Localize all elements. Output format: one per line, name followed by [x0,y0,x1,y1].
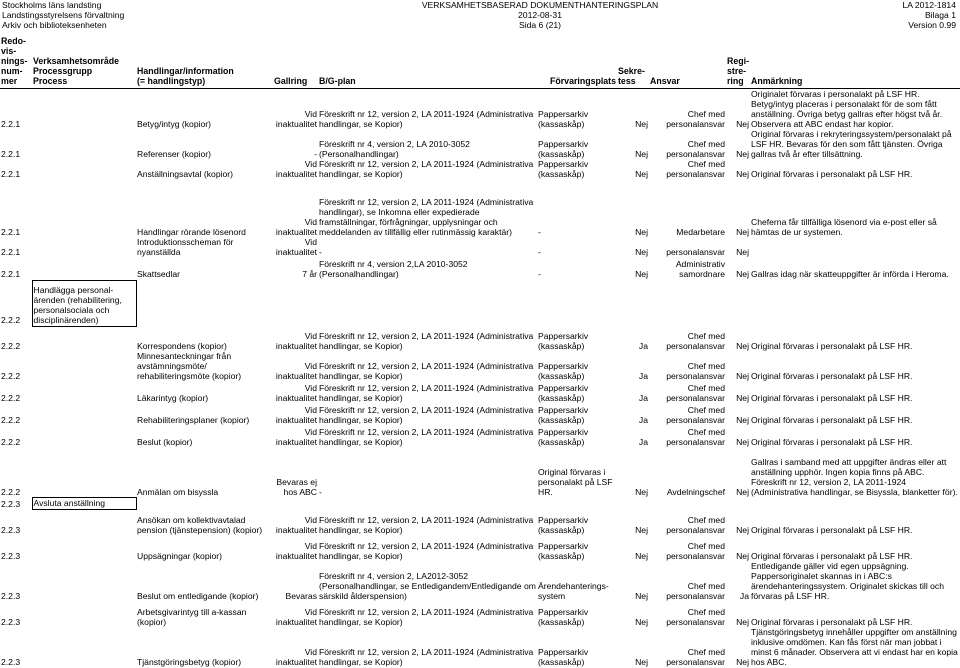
cell-sekretess: Nej [635,590,648,601]
cell-process [32,326,136,352]
cell-forvaring: - [538,269,541,280]
cell-gallring: - [314,149,317,160]
cell-ansvar: Chef med personalansvar [666,360,725,381]
cell-redo-number: 2.2.3 [1,656,21,667]
cell-ansvar: Chef med personalansvar [666,580,725,601]
cell-anmarkning: Gallras i samband med att uppgifter ändras eller att anställning upphör. Ingen kopia finns på ABC. Föreskrift nr 12, version 2, LA 2011-1924 (Administrativa handlingar, se Bisyssla, blanketter för). [751,457,958,497]
cell-anmarkning: Original förvaras i personalakt på LSF HR. [751,550,913,561]
table-row [0,382,960,404]
cell-forvaring: Ärendehanterings- system [538,580,609,601]
cell-gallring: Vid inaktualitet [275,606,317,627]
cell-redo-number: 2.2.1 [1,169,21,180]
cell-forvaring: - [538,247,541,258]
table-row [0,602,960,628]
plan-table [0,30,960,668]
cell-handling: Anställningsavtal (kopior) [137,169,234,180]
cell-registrering: Nej [736,370,749,381]
cell-handling: Uppsägningar (kopior) [137,550,223,561]
cell-registrering: Nej [736,269,749,280]
cell-anmarkning: Original förvaras i personalakt på LSF HR. [751,616,913,627]
cell-bg-plan: Föreskrift nr 12, version 2, LA 2011-1924 (Administrativa handlingar, se Kopior) [319,109,534,130]
cell-sekretess: Nej [635,149,648,160]
cell-gallring: Vid inaktualitet [275,237,317,258]
table-row [0,404,960,426]
cell-process [32,562,136,602]
cell-bg-plan: Föreskrift nr 12, version 2, LA 2011-1924 (Administrativa handlingar, se Kopior) [319,404,534,425]
cell-sekretess: Ja [638,392,648,403]
cell-process [32,602,136,628]
cell-redo-number: 2.2.3 [1,498,21,509]
cell-redo-number: 2.2.2 [1,486,21,497]
table-row [0,448,960,498]
cell-ansvar: Chef med personalansvar [666,514,725,535]
cell-bg-plan: Föreskrift nr 12, version 2, LA 2011-1924 (Administrativa handlingar, se Kopior) [319,331,534,352]
cell-sekretess: Nej [635,616,648,627]
table-row [0,510,960,536]
cell-forvaring: Original förvaras i personalakt på LSF HR. [538,467,613,497]
cell-redo-number: 2.2.1 [1,269,21,280]
cell-process [32,88,136,130]
cell-anmarkning: Original förvaras i personalakt på LSF HR. [751,370,913,381]
col-header-gallring: Gallring [273,30,318,88]
table-row [0,180,960,238]
cell-registrering: Nej [736,616,749,627]
cell-empty [136,280,960,326]
cell-gallring: Vid inaktualitet [275,404,317,425]
col-header-registrering: Regi- stre- ring [726,30,750,88]
cell-sekretess: Nej [635,169,648,180]
cell-ansvar: personalansvar [666,247,725,258]
col-header-forvaring: Förvaringsplats [537,30,617,88]
cell-bg-plan: - [319,247,322,258]
cell-handling: Ansökan om kollektivavtalad pension (tjänstepension) (kopior) [137,514,263,535]
col-header-process: Verksamhetsområde Processgrupp Process [32,30,136,88]
cell-anmarkning: Original förvaras i personalakt på LSF HR. [751,414,913,425]
cell-process [32,404,136,426]
cell-process-name: Avsluta anställning [32,498,136,510]
cell-ansvar: Administrativ samordnare [675,259,725,280]
col-header-anmarkning: Anmärkning [750,30,960,88]
cell-handling: Minnesanteckningar från avstämningsmöte/ rehabiliteringsmöte (kopior) [137,351,242,381]
cell-ansvar: Chef med personalansvar [666,646,725,667]
cell-ansvar: Chef med personalansvar [666,159,725,180]
cell-sekretess: Ja [638,414,648,425]
page-header [0,0,960,30]
cell-registrering: Nej [736,341,749,352]
cell-ansvar: Medarbetare [676,227,725,238]
cell-registrering: Ja [739,590,749,601]
cell-redo-number: 2.2.3 [1,590,21,601]
plan-table-body [0,88,960,668]
cell-forvaring: Pappersarkiv (kassaskåp) [538,426,589,447]
cell-process [32,258,136,280]
cell-registrering: Nej [736,656,749,667]
cell-empty [136,498,960,510]
cell-handling: Beslut (kopior) [137,436,193,447]
cell-handling: Skattsedlar [137,269,180,280]
cell-sekretess: Ja [638,436,648,447]
page-number: Sida 6 (21) [518,20,562,31]
process-subheading-row [0,280,960,326]
cell-forvaring: Pappersarkiv (kassaskåp) [538,159,589,180]
cell-process [32,426,136,448]
cell-redo-number: 2.2.1 [1,247,21,258]
cell-redo-number: 2.2.2 [1,392,21,403]
cell-sekretess: Nej [635,486,648,497]
cell-sekretess: Nej [635,269,648,280]
table-row [0,426,960,448]
cell-bg-plan: Föreskrift nr 12, version 2, LA 2011-1924 (Administrativa handlingar, se Kopior) [319,360,534,381]
cell-ansvar: Chef med personalansvar [666,382,725,403]
cell-sekretess: Nej [635,524,648,535]
cell-redo-number: 2.2.2 [1,414,21,425]
header-right [902,0,956,30]
table-row [0,88,960,130]
cell-bg-plan: Föreskrift nr 12, version 2, LA 2011-1924 (Administrativa handlingar, se Kopior) [319,514,534,535]
process-subheading-row [0,498,960,510]
cell-redo-number: 2.2.2 [1,370,21,381]
cell-bg-plan: Föreskrift nr 12, version 2, LA 2011-1924 (Administrativa handlingar, se Kopior) [319,540,534,561]
cell-ansvar: Chef med personalansvar [666,139,725,160]
cell-anmarkning: Entledigande gäller vid egen uppsägning. Pappersoriginalet skannas in i ABC:s ärendehanteringssystem. Originalet skickas till och förvaras på LSF HR. [751,560,944,601]
cell-redo-number: 2.2.2 [1,315,21,326]
cell-registrering: Nej [736,524,749,535]
cell-forvaring: Pappersarkiv (kassaskåp) [538,404,589,425]
cell-handling: Läkarintyg (kopior) [137,392,209,403]
cell-sekretess: Nej [635,247,648,258]
cell-redo-number: 2.2.1 [1,119,21,130]
cell-forvaring: Pappersarkiv (kassaskåp) [538,514,589,535]
cell-forvaring: - [538,227,541,238]
table-row [0,352,960,382]
cell-gallring: Vid inaktualitet [275,109,317,130]
table-row [0,536,960,562]
cell-bg-plan: Föreskrift nr 4, version 2,LA 2010-3052 (Personalhandlingar) [319,259,468,280]
cell-gallring: Vid inaktualitet [275,646,317,667]
col-header-ansvar: Ansvar [649,30,726,88]
table-row [0,160,960,180]
cell-handling: Arbetsgivarintyg till a-kassan (kopior) [137,606,247,627]
cell-forvaring: Pappersarkiv (kassaskåp) [538,360,589,381]
cell-registrering: Nej [736,414,749,425]
cell-ansvar: Chef med personalansvar [666,109,725,130]
cell-sekretess: Nej [635,656,648,667]
cell-anmarkning: Tjänstgöringsbetyg innehåller uppgifter om anställning inklusive omdömen. Kan fås först när man jobbat i minst 6 månader. Observera att vi endast har en kopia hos ABC. [751,626,958,667]
cell-registrering: Nej [736,436,749,447]
cell-process [32,536,136,562]
cell-redo-number: 2.2.3 [1,524,21,535]
header-left [2,0,124,30]
cell-handling: Referenser (kopior) [137,149,212,160]
cell-sekretess: Nej [635,550,648,561]
table-row [0,562,960,602]
cell-redo-number: 2.2.2 [1,341,21,352]
cell-process [32,160,136,180]
col-header-redo: Redo- vis- nings- num- mer [0,30,32,88]
cell-bg-plan: Föreskrift nr 4, version 2, LA 2010-3052 (Personalhandlingar) [319,139,470,160]
cell-process [32,628,136,668]
cell-bg-plan: Föreskrift nr 12, version 2, LA 2011-1924 (Administrativa handlingar, se Kopior) [319,646,534,667]
cell-handling: Introduktionsscheman för nyanställda [137,237,234,258]
cell-bg-plan: Föreskrift nr 12, version 2, LA 2011-1924 (Administrativa handlingar, se Kopior) [319,606,534,627]
cell-anmarkning: Original förvaras i personalakt på LSF HR. [751,392,913,403]
cell-process [32,352,136,382]
cell-gallring: Vid inaktualitet [275,540,317,561]
table-row [0,326,960,352]
cell-redo-number: 2.2.2 [1,436,21,447]
cell-registrering: Nej [736,486,749,497]
cell-anmarkning: Original förvaras i rekryteringssystem/personalakt på LSF HR. Bevaras för den som fått tjänsten. Övriga gallras två år efter tillsättning. [751,129,952,160]
header-org-2: Landstingsstyrelsens förvaltning [2,10,125,21]
table-header-row [0,30,960,88]
cell-anmarkning: Original förvaras i personalakt på LSF HR. [751,524,913,535]
cell-anmarkning: Original förvaras i personalakt på LSF HR. [751,436,913,447]
cell-anmarkning: Gallras idag när skatteuppgifter är införda i Heroma. [751,269,949,280]
header-org-3: Arkiv och biblioteksenheten [2,20,107,31]
cell-anmarkning: Original förvaras i personalakt på LSF HR. [751,341,913,352]
cell-process [32,448,136,498]
cell-registrering: Nej [736,119,749,130]
cell-sekretess: Ja [638,341,648,352]
cell-process-name: Handlägga personal- ärenden (rehabilitering, personalsociala och disciplinärenden) [32,280,136,326]
cell-ansvar: Chef med personalansvar [666,426,725,447]
cell-gallring: Vid inaktualitet [275,514,317,535]
cell-gallring: Vid inaktualitet [275,217,317,238]
table-row [0,130,960,160]
cell-gallring: Vid inaktualitet [275,331,317,352]
cell-bg-plan: Föreskrift nr 4, version 2, LA2012-3052 (Personalhandlingar, se Entledigandem/Entledigande om särskild ålderspension) [319,570,536,601]
cell-process [32,510,136,536]
cell-handling: Betyg/intyg (kopior) [137,119,212,130]
col-header-bg-plan: B/G-plan [318,30,537,88]
cell-process [32,180,136,238]
cell-forvaring: Pappersarkiv (kassaskåp) [538,646,589,667]
cell-handling: Handlingar rörande lösenord [137,227,246,238]
cell-redo-number: 2.2.1 [1,149,21,160]
cell-registrering: Nej [736,149,749,160]
cell-bg-plan: Föreskrift nr 12, version 2, LA 2011-1924 (Administrativa handlingar, se Kopior) [319,159,534,180]
cell-bg-plan: Föreskrift nr 12, version 2, LA 2011-1924 (Administrativa handlingar, se Kopior) [319,426,534,447]
table-row [0,628,960,668]
cell-bg-plan: - [319,486,322,497]
header-org-1: Stockholms läns landsting [2,0,102,10]
attachment-label: Bilaga 1 [924,10,956,21]
cell-registrering: Nej [736,550,749,561]
col-header-handling: Handlingar/information (= handlingstyp) [136,30,273,88]
col-header-sekretess: Sekre- tess [617,30,649,88]
cell-handling: Rehabiliteringsplaner (kopior) [137,414,250,425]
cell-bg-plan: Föreskrift nr 12, version 2, LA 2011-1924 (Administrativa handlingar, se Kopior) [319,382,534,403]
table-row [0,238,960,258]
table-row [0,258,960,280]
cell-forvaring: Pappersarkiv (kassaskåp) [538,540,589,561]
cell-gallring: Vid inaktualitet [275,159,317,180]
cell-forvaring: Pappersarkiv (kassaskåp) [538,109,589,130]
cell-gallring: Bevaras [285,590,317,601]
cell-anmarkning: Originalet förvaras i personalakt på LSF HR. Betyg/intyg placeras i personalakt för de som fått anställning. Övriga betyg gallras efter högst två år. Observera att ABC endast har kopior. [751,89,943,130]
version-label: Version 0.99 [908,20,956,31]
cell-forvaring: Pappersarkiv (kassaskåp) [538,331,589,352]
document-title: VERKSAMHETSBASERAD DOKUMENTHANTERINGSPLAN [421,0,659,10]
cell-redo-number: 2.2.3 [1,550,21,561]
cell-process [32,382,136,404]
cell-ansvar: Chef med personalansvar [666,331,725,352]
cell-ansvar: Chef med personalansvar [666,404,725,425]
cell-redo-number: 2.2.3 [1,616,21,627]
cell-registrering: Nej [736,392,749,403]
cell-gallring: Vid inaktualitet [275,360,317,381]
cell-handling: Beslut om entledigande (kopior) [137,590,259,601]
cell-anmarkning [750,238,960,258]
cell-registrering: Nej [736,247,749,258]
header-center [420,0,660,30]
cell-gallring: Vid inaktualitet [275,426,317,447]
cell-ansvar: Chef med personalansvar [666,606,725,627]
cell-process [32,130,136,160]
cell-sekretess: Nej [635,227,648,238]
document-date: 2012-08-31 [518,10,562,21]
cell-handling: Anmälan om bisyssla [137,486,219,497]
cell-gallring: 7 år [302,269,317,280]
cell-redo-number: 2.2.1 [1,227,21,238]
cell-gallring: Vid inaktualitet [275,382,317,403]
cell-forvaring: Pappersarkiv (kassaskåp) [538,382,589,403]
cell-process [32,238,136,258]
cell-registrering: Nej [736,227,749,238]
cell-anmarkning: Cheferna får tillfälliga lösenord via e-post eller så hämtas de ur systemen. [751,217,937,238]
cell-sekretess: Ja [638,370,648,381]
cell-sekretess: Nej [635,119,648,130]
cell-handling: Tjänstgöringsbetyg (kopior) [137,656,242,667]
cell-ansvar: Avdelningschef [666,486,725,497]
cell-forvaring: Pappersarkiv (kassaskåp) [538,606,589,627]
cell-ansvar: Chef med personalansvar [666,540,725,561]
document-id: LA 2012-1814 [902,0,956,10]
cell-handling: Korrespondens (kopior) [137,341,227,352]
cell-anmarkning: Original förvaras i personalakt på LSF HR. [751,169,913,180]
cell-forvaring: Pappersarkiv (kassaskåp) [538,139,589,160]
cell-bg-plan: Föreskrift nr 12, version 2, LA 2011-1924 (Administrativa handlingar), se Inkomna eller expedierade framställningar, förfrågningar, upplysningar och meddelanden av tillfällig eller rutinmässig karaktär) [319,197,534,238]
cell-registrering: Nej [736,169,749,180]
cell-gallring: Bevaras ej hos ABC [276,476,317,497]
